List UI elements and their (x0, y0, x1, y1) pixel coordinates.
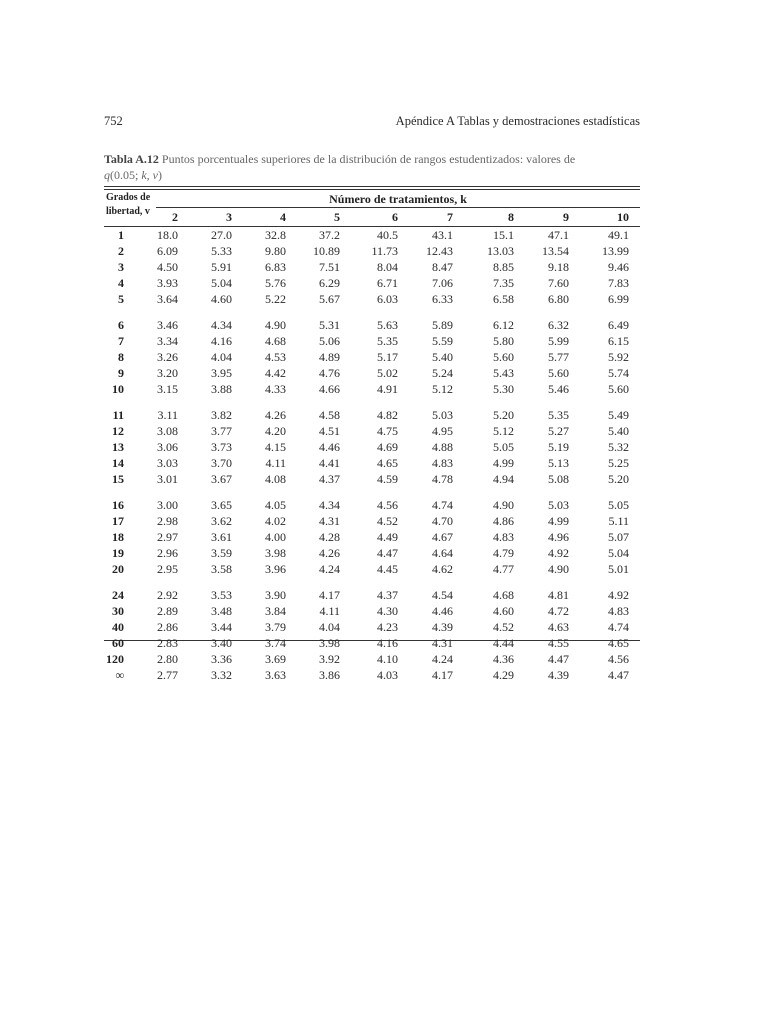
table-cell: 4.92 (548, 546, 569, 560)
table-cell: 5.40 (608, 424, 629, 438)
table-cell: 4.44 (493, 636, 514, 650)
row-label: 4 (118, 276, 124, 290)
table-cell: 4.65 (608, 636, 629, 650)
table-cell: 5.12 (432, 382, 453, 396)
table-cell: 13.54 (542, 244, 569, 258)
table-cell: 4.96 (548, 530, 569, 544)
table-cell: 4.17 (432, 668, 453, 682)
column-header: 7 (447, 210, 453, 224)
row-label: 5 (118, 292, 124, 306)
table-cell: 5.40 (432, 350, 453, 364)
table-cell: 4.62 (432, 562, 453, 576)
row-label: 11 (112, 408, 124, 422)
table-cell: 5.13 (548, 456, 569, 470)
table-cell: 4.68 (265, 334, 286, 348)
table-cell: 5.06 (319, 334, 340, 348)
table-cell: 4.90 (265, 318, 286, 332)
table-cell: 9.46 (608, 260, 629, 274)
table-cell: 4.74 (432, 498, 453, 512)
row-label: 7 (118, 334, 124, 348)
table-cell: 3.67 (211, 472, 232, 486)
header-rule (104, 226, 640, 227)
table-cell: 18.0 (157, 228, 178, 242)
table-cell: 6.32 (548, 318, 569, 332)
table-cell: 3.79 (265, 620, 286, 634)
caption-math-v: v (152, 167, 158, 182)
row-label: 120 (106, 652, 124, 666)
table-cell: 2.89 (157, 604, 178, 618)
table-cell: 3.08 (157, 424, 178, 438)
table-cell: 5.03 (432, 408, 453, 422)
table-cell: 5.43 (493, 366, 514, 380)
table-cell: 5.92 (608, 350, 629, 364)
table-cell: 7.60 (548, 276, 569, 290)
table-cell: 4.20 (265, 424, 286, 438)
table-cell: 4.24 (432, 652, 453, 666)
table-cell: 4.76 (319, 366, 340, 380)
table-cell: 6.15 (608, 334, 629, 348)
table-cell: 3.61 (211, 530, 232, 544)
table-cell: 4.60 (493, 604, 514, 618)
table-cell: 6.83 (265, 260, 286, 274)
running-head: Apéndice A Tablas y demostraciones estadísticas (395, 114, 640, 128)
table-cell: 4.86 (493, 514, 514, 528)
table-cell: 5.60 (548, 366, 569, 380)
table-cell: 7.83 (608, 276, 629, 290)
table-cell: 4.46 (432, 604, 453, 618)
table-cell: 5.08 (548, 472, 569, 486)
table-cell: 4.68 (493, 588, 514, 602)
page-header (104, 114, 640, 132)
table-cell: 6.49 (608, 318, 629, 332)
table-cell: 47.1 (548, 228, 569, 242)
table-cell: 5.04 (608, 546, 629, 560)
top-rule (104, 186, 640, 187)
table-cell: 3.06 (157, 440, 178, 454)
table-cell: 4.04 (319, 620, 340, 634)
table-cell: 4.45 (377, 562, 398, 576)
table-cell: 3.82 (211, 408, 232, 422)
table-cell: 2.95 (157, 562, 178, 576)
table-cell: 4.28 (319, 530, 340, 544)
table-cell: 5.76 (265, 276, 286, 290)
row-label: 16 (112, 498, 124, 512)
table-cell: 4.16 (377, 636, 398, 650)
table-cell: 8.47 (432, 260, 453, 274)
table-cell: 3.98 (319, 636, 340, 650)
table-cell: 3.96 (265, 562, 286, 576)
table-cell: 7.51 (319, 260, 340, 274)
row-label: 2 (118, 244, 124, 258)
table-cell: 2.97 (157, 530, 178, 544)
row-label: 40 (112, 620, 124, 634)
table-cell: 3.70 (211, 456, 232, 470)
table-cell: 32.8 (265, 228, 286, 242)
table-cell: 4.90 (493, 498, 514, 512)
row-label: 12 (112, 424, 124, 438)
row-label: 24 (112, 588, 124, 602)
table-cell: 4.91 (377, 382, 398, 396)
table-cell: 3.62 (211, 514, 232, 528)
table-cell: 5.77 (548, 350, 569, 364)
top-rule-double (104, 189, 640, 190)
table-cell: 4.11 (265, 456, 286, 470)
table-cell: 3.01 (157, 472, 178, 486)
column-header: 10 (617, 210, 629, 224)
table-cell: 3.48 (211, 604, 232, 618)
table-cell: 3.95 (211, 366, 232, 380)
table-cell: 5.24 (432, 366, 453, 380)
caption-math-k: k (141, 167, 147, 182)
table-cell: 5.60 (493, 350, 514, 364)
table-caption (104, 152, 604, 183)
table-cell: 4.74 (608, 620, 629, 634)
table-cell: 4.33 (265, 382, 286, 396)
table-cell: 4.08 (265, 472, 286, 486)
table-cell: 4.89 (319, 350, 340, 364)
spanner-head: Número de tratamientos, k (329, 192, 467, 206)
table-cell: 3.15 (157, 382, 178, 396)
stub-head-line1: Grados de (106, 192, 151, 203)
row-label: 60 (112, 636, 124, 650)
table-cell: 4.63 (548, 620, 569, 634)
table-cell: 8.04 (377, 260, 398, 274)
table-cell: 5.19 (548, 440, 569, 454)
table-cell: 4.39 (432, 620, 453, 634)
row-label: ∞ (115, 668, 124, 682)
table-cell: 4.64 (432, 546, 453, 560)
table-cell: 3.46 (157, 318, 178, 332)
table-cell: 4.49 (377, 530, 398, 544)
table-label: Tabla A.12 (104, 152, 159, 166)
table-cell: 4.15 (265, 440, 286, 454)
table-cell: 4.77 (493, 562, 514, 576)
table-cell: 4.56 (377, 498, 398, 512)
table-cell: 6.03 (377, 292, 398, 306)
table-cell: 3.59 (211, 546, 232, 560)
table-cell: 5.35 (548, 408, 569, 422)
table-cell: 5.20 (493, 408, 514, 422)
table-cell: 4.10 (377, 652, 398, 666)
table-cell: 4.99 (548, 514, 569, 528)
table-cell: 3.73 (211, 440, 232, 454)
table-cell: 5.80 (493, 334, 514, 348)
caption-math-q: q (104, 167, 110, 182)
stub-head-line2: libertad, v (106, 206, 150, 217)
table-cell: 5.32 (608, 440, 629, 454)
table-cell: 3.98 (265, 546, 286, 560)
table-cell: 4.03 (377, 668, 398, 682)
table-cell: 2.96 (157, 546, 178, 560)
table-cell: 5.05 (493, 440, 514, 454)
table-cell: 6.80 (548, 292, 569, 306)
table-cell: 4.81 (548, 588, 569, 602)
table-cell: 5.46 (548, 382, 569, 396)
table-cell: 4.54 (432, 588, 453, 602)
table-cell: 3.93 (157, 276, 178, 290)
table-cell: 4.94 (493, 472, 514, 486)
table-cell: 2.83 (157, 636, 178, 650)
table-cell: 4.82 (377, 408, 398, 422)
table-cell: 5.35 (377, 334, 398, 348)
table-cell: 4.36 (493, 652, 514, 666)
table-cell: 5.05 (608, 498, 629, 512)
table-cell: 5.99 (548, 334, 569, 348)
table-cell: 6.33 (432, 292, 453, 306)
row-label: 8 (118, 350, 124, 364)
table-cell: 4.75 (377, 424, 398, 438)
table-cell: 5.27 (548, 424, 569, 438)
column-header: 5 (334, 210, 340, 224)
table-cell: 7.06 (432, 276, 453, 290)
table-cell: 4.83 (493, 530, 514, 544)
table-cell: 2.98 (157, 514, 178, 528)
table-cell: 3.77 (211, 424, 232, 438)
table-cell: 4.79 (493, 546, 514, 560)
table-cell: 4.92 (608, 588, 629, 602)
table-cell: 4.34 (319, 498, 340, 512)
studentized-range-table (104, 186, 640, 682)
table-cell: 12.43 (426, 244, 453, 258)
table-cell: 4.65 (377, 456, 398, 470)
table-cell: 6.12 (493, 318, 514, 332)
row-label: 13 (112, 440, 124, 454)
table-cell: 4.53 (265, 350, 286, 364)
column-header: 6 (392, 210, 398, 224)
table-cell: 49.1 (608, 228, 629, 242)
table-cell: 5.01 (608, 562, 629, 576)
table-cell: 4.83 (608, 604, 629, 618)
table-cell: 5.03 (548, 498, 569, 512)
table-cell: 4.39 (548, 668, 569, 682)
column-header: 3 (226, 210, 232, 224)
table-cell: 4.26 (265, 408, 286, 422)
table-cell: 4.47 (608, 668, 629, 682)
table-cell: 43.1 (432, 228, 453, 242)
row-label: 17 (112, 514, 124, 528)
table-cell: 3.32 (211, 668, 232, 682)
caption-math-args: (0.05; (110, 167, 142, 182)
table-cell: 5.11 (608, 514, 629, 528)
row-label: 15 (112, 472, 124, 486)
table-cell: 27.0 (211, 228, 232, 242)
table-cell: 4.69 (377, 440, 398, 454)
column-header: 2 (172, 210, 178, 224)
table-cell: 5.60 (608, 382, 629, 396)
table-cell: 4.37 (319, 472, 340, 486)
table-cell: 3.90 (265, 588, 286, 602)
table-cell: 4.04 (211, 350, 232, 364)
table-cell: 3.64 (157, 292, 178, 306)
column-header: 4 (280, 210, 286, 224)
table-cell: 4.02 (265, 514, 286, 528)
row-label: 9 (118, 366, 124, 380)
table-cell: 3.86 (319, 668, 340, 682)
table-cell: 5.25 (608, 456, 629, 470)
table-cell: 4.70 (432, 514, 453, 528)
table-cell: 2.86 (157, 620, 178, 634)
table-cell: 4.23 (377, 620, 398, 634)
table-cell: 2.77 (157, 668, 178, 682)
table-cell: 6.71 (377, 276, 398, 290)
table-cell: 6.09 (157, 244, 178, 258)
table-cell: 3.00 (157, 498, 178, 512)
caption-math-sep: , (146, 167, 153, 182)
table-cell: 5.33 (211, 244, 232, 258)
table-cell: 4.24 (319, 562, 340, 576)
table-cell: 5.59 (432, 334, 453, 348)
table-cell: 3.44 (211, 620, 232, 634)
row-label: 14 (112, 456, 124, 470)
table-cell: 4.41 (319, 456, 340, 470)
table-cell: 3.26 (157, 350, 178, 364)
table-cell: 6.29 (319, 276, 340, 290)
table-cell: 3.88 (211, 382, 232, 396)
column-header: 9 (563, 210, 569, 224)
table-cell: 4.37 (377, 588, 398, 602)
row-label: 20 (112, 562, 124, 576)
table-cell: 5.02 (377, 366, 398, 380)
table-cell: 4.66 (319, 382, 340, 396)
table-cell: 4.16 (211, 334, 232, 348)
table-cell: 9.18 (548, 260, 569, 274)
spanner-rule (156, 207, 640, 208)
column-header: 8 (508, 210, 514, 224)
table-cell: 4.30 (377, 604, 398, 618)
table-cell: 4.88 (432, 440, 453, 454)
table-cell: 4.50 (157, 260, 178, 274)
table-cell: 6.58 (493, 292, 514, 306)
table-cell: 3.36 (211, 652, 232, 666)
table-cell: 4.47 (548, 652, 569, 666)
row-label: 3 (118, 260, 124, 274)
table-cell: 4.17 (319, 588, 340, 602)
table-cell: 7.35 (493, 276, 514, 290)
table-cell: 4.31 (432, 636, 453, 650)
table-cell: 4.26 (319, 546, 340, 560)
table-cell: 4.52 (493, 620, 514, 634)
table-cell: 4.46 (319, 440, 340, 454)
table-cell: 2.80 (157, 652, 178, 666)
table-cell: 4.51 (319, 424, 340, 438)
table-cell: 3.84 (265, 604, 286, 618)
row-label: 19 (112, 546, 124, 560)
table-cell: 4.55 (548, 636, 569, 650)
table-cell: 4.78 (432, 472, 453, 486)
table-cell: 4.34 (211, 318, 232, 332)
table-cell: 5.17 (377, 350, 398, 364)
table-cell: 3.63 (265, 668, 286, 682)
table-cell: 4.83 (432, 456, 453, 470)
table-cell: 37.2 (319, 228, 340, 242)
table-cell: 9.80 (265, 244, 286, 258)
table-cell: 3.40 (211, 636, 232, 650)
caption-text: Puntos porcentuales superiores de la distribución de rangos estudentizados: valores de (161, 152, 576, 166)
table-cell: 4.00 (265, 530, 286, 544)
table-cell: 5.22 (265, 292, 286, 306)
table-cell: 3.34 (157, 334, 178, 348)
table-cell: 5.07 (608, 530, 629, 544)
row-label: 1 (118, 228, 124, 242)
row-label: 18 (112, 530, 124, 544)
table-cell: 3.65 (211, 498, 232, 512)
table-cell: 8.85 (493, 260, 514, 274)
row-label: 6 (118, 318, 124, 332)
table-cell: 3.74 (265, 636, 286, 650)
table-cell: 4.05 (265, 498, 286, 512)
table-cell: 4.99 (493, 456, 514, 470)
table-cell: 40.5 (377, 228, 398, 242)
table-cell: 4.90 (548, 562, 569, 576)
table-cell: 4.31 (319, 514, 340, 528)
table-cell: 4.29 (493, 668, 514, 682)
table-cell: 3.03 (157, 456, 178, 470)
table-cell: 4.56 (608, 652, 629, 666)
table-cell: 5.20 (608, 472, 629, 486)
table-cell: 10.89 (313, 244, 340, 258)
table-cell: 2.92 (157, 588, 178, 602)
table-cell: 4.67 (432, 530, 453, 544)
table-cell: 5.12 (493, 424, 514, 438)
table-cell: 5.89 (432, 318, 453, 332)
table-cell: 5.63 (377, 318, 398, 332)
row-label: 10 (112, 382, 124, 396)
table-cell: 3.53 (211, 588, 232, 602)
table-cell: 4.11 (319, 604, 340, 618)
table-cell: 3.20 (157, 366, 178, 380)
table-cell: 5.30 (493, 382, 514, 396)
table-cell: 3.11 (157, 408, 178, 422)
table-cell: 5.31 (319, 318, 340, 332)
table-cell: 13.03 (487, 244, 514, 258)
table-cell: 5.49 (608, 408, 629, 422)
table-cell: 3.92 (319, 652, 340, 666)
table-cell: 4.52 (377, 514, 398, 528)
table-cell: 3.69 (265, 652, 286, 666)
table-cell: 4.58 (319, 408, 340, 422)
page-number: 752 (104, 114, 123, 128)
table-cell: 4.60 (211, 292, 232, 306)
table-cell: 5.91 (211, 260, 232, 274)
table-cell: 5.74 (608, 366, 629, 380)
table-cell: 13.99 (602, 244, 629, 258)
table-cell: 6.99 (608, 292, 629, 306)
table-cell: 15.1 (493, 228, 514, 242)
table-cell: 4.59 (377, 472, 398, 486)
table-cell: 11.73 (371, 244, 398, 258)
table-cell: 4.95 (432, 424, 453, 438)
table-cell: 4.42 (265, 366, 286, 380)
table-cell: 4.47 (377, 546, 398, 560)
table-cell: 4.72 (548, 604, 569, 618)
table-cell: 5.67 (319, 292, 340, 306)
row-label: 30 (112, 604, 124, 618)
table-cell: 5.04 (211, 276, 232, 290)
caption-math-close: ) (158, 167, 162, 182)
table-cell: 3.58 (211, 562, 232, 576)
